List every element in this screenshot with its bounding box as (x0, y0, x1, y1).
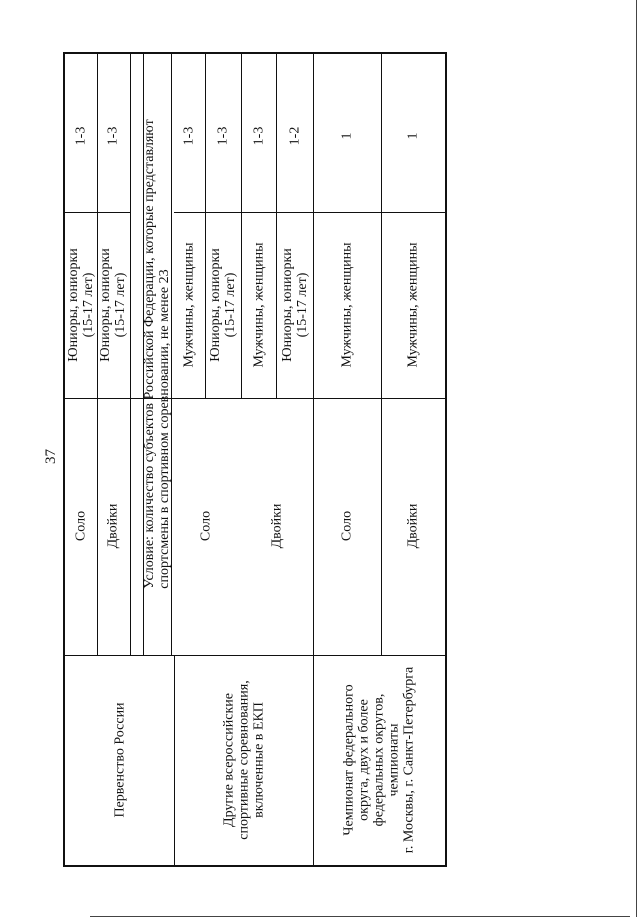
condition-line: спортсмены в спортивном соревновании, не менее 23 (157, 269, 172, 589)
places-cell: 1-3 (105, 126, 121, 146)
places-cell: 1-3 (215, 126, 231, 146)
cell-divider (313, 212, 445, 213)
cell-divider (313, 398, 445, 399)
places-cell: 1-3 (181, 126, 197, 146)
category-line: (15-17 лет) (223, 272, 238, 338)
row-divider (130, 54, 131, 655)
competition-name: Первенство России (112, 702, 128, 818)
places-cell: 1-3 (251, 126, 267, 146)
category-line: (15-17 лет) (113, 272, 128, 338)
competition-name (342, 667, 417, 853)
cell-divider (65, 398, 130, 399)
places-cell: 1-2 (287, 126, 303, 146)
row-divider (241, 54, 242, 398)
condition-note (142, 119, 172, 588)
column-divider (174, 655, 175, 865)
scan-artifact-line (636, 0, 637, 917)
category-line: Юниоры, юниорки (98, 248, 113, 362)
category-line: Юниоры, юниорки (66, 248, 81, 362)
places-cell: 1-3 (73, 126, 89, 146)
discipline-solo: Соло (73, 510, 89, 542)
row-divider (381, 54, 382, 655)
cell-divider (65, 212, 130, 213)
competition-line: Другие всероссийские (221, 693, 237, 827)
category-cell: Мужчины, женщины (181, 242, 197, 368)
competition-line: спортивные соревнования, (236, 680, 252, 840)
column-divider (313, 54, 314, 865)
category-cell (208, 248, 238, 362)
discipline-duet: Двойки (405, 503, 421, 549)
category-cell: Мужчины, женщины (405, 242, 421, 368)
discipline-duet: Двойки (269, 503, 285, 549)
condition-line: Условие: количество субъектов Российской Федерации, которые представляют (142, 119, 157, 589)
category-cell (98, 248, 128, 362)
competition-line: округа, двух и более (356, 699, 372, 821)
discipline-solo: Соло (198, 510, 214, 542)
category-line: Юниоры, юниорки (280, 248, 295, 362)
section-divider (65, 655, 445, 656)
category-cell (280, 248, 310, 362)
category-cell (66, 248, 96, 362)
category-line: Юниоры, юниорки (208, 248, 223, 362)
competition-line: Чемпионат федерального (341, 684, 357, 836)
competition-name (222, 680, 267, 839)
competition-line: чемпионаты (386, 723, 402, 797)
row-divider (276, 54, 277, 398)
discipline-duet: Двойки (105, 503, 121, 549)
cell-divider (174, 398, 313, 399)
cell-divider (174, 212, 313, 213)
row-divider (205, 54, 206, 398)
places-cell: 1 (339, 132, 355, 140)
category-line: (15-17 лет) (295, 272, 310, 338)
results-table (63, 52, 447, 867)
competition-line: г. Москвы, г. Санкт-Петербурга (401, 666, 417, 854)
competition-line: федеральных округов, (371, 693, 387, 827)
category-cell: Мужчины, женщины (251, 242, 267, 368)
category-line: (15-17 лет) (81, 272, 96, 338)
discipline-solo: Соло (339, 510, 355, 542)
category-cell: Мужчины, женщины (339, 242, 355, 368)
competition-line: включенные в ЕКП (251, 702, 267, 818)
places-cell: 1 (405, 132, 421, 140)
page-number: 37 (43, 449, 59, 464)
